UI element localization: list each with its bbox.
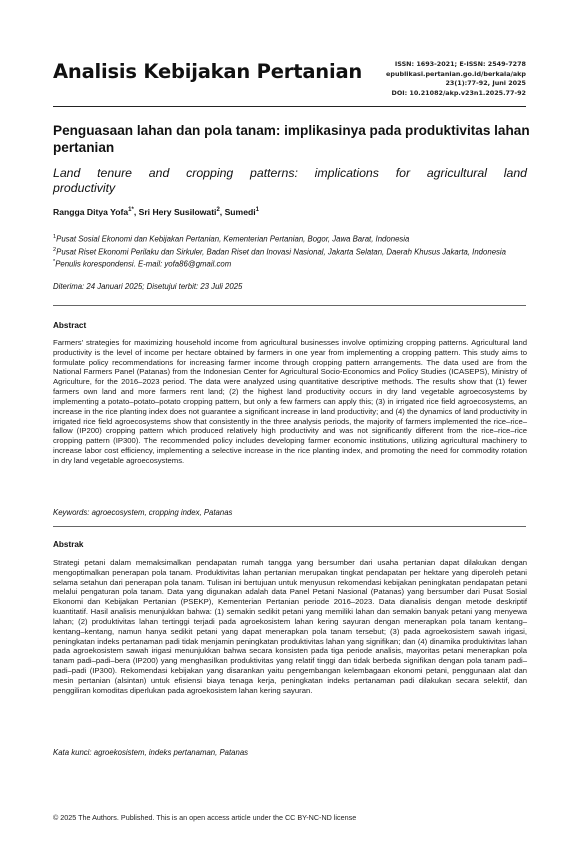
title-en-line-1: Land tenure and cropping patterns: implications for agricultural land	[53, 166, 527, 180]
journal-url[interactable]: epublikasi.pertanian.go.id/berkala/akp	[386, 69, 526, 78]
abstract-keywords: Keywords: agroecosystem, cropping index, Patanas	[53, 508, 233, 517]
issn: ISSN: 1693-2021; E-ISSN: 2549-7278	[394, 60, 526, 68]
affiliation-1: $^1$Pusat Sosial Ekonomi dan Kebijakan Pertanian, Kementerian Pertanian, Bogor, Jawa Barat, Indonesia	[53, 234, 410, 244]
abstract-text: Farmers' strategies for maximizing household income from agricultural businesses involve optimizing cropping patterns. Agricultural land productivity is the level of income per hectare obtained by farmers in one year from implementing a cropping pattern. This study aims to formulate policy recommendations for increasing farmer income through cropping pattern arrangements. The data used are from the National Farmers Panel (Patanas) from the Indonesian Center for Agricultural Socio-Economics and Policy Studies (ICASEPS), Ministry of Agriculture, for the 2016–2023 period. The data were analyzed using quantitative descriptive methods. The results show that (1) fewer farmers own land and more farmers rent land; (2) the highest land productivity occurs in dry land vegetable agroecosystems by implementing a potato–potato–potato cropping pattern, but only a few farmers can apply this; (3) in irrigated rice field agroecosystems, an increase in the rice planting index does not guarantee a significant increase in land productivity; and (4) the dynamics of land productivity in irrigated rice field agroecosystems show that consistently in the three analysis periods, the majority of farmers implemented the rice–rice–fallow (IP200) cropping pattern which produced relatively high productivity and was not significantly different from the rice–rice–rice cropping pattern (IP300). The recommended policy includes developing farmer economic institutions, utilizing agricultural machinery to increase labor cost efficiency, implementing a selective increase in the rice planting index, and promoting the need for commodity rotation in dry land vegetable agroecosystems.	[53, 338, 527, 465]
author-sup: 1	[255, 207, 259, 214]
author-name: Sri Hery Susilowati	[138, 207, 217, 217]
section-rule	[53, 305, 526, 306]
title-en-line-2: productivity	[53, 181, 116, 195]
author-sup: 2	[216, 207, 220, 214]
article-title-english	[53, 166, 527, 196]
volume-pages: 23(1):77-92, Juni 2025	[445, 79, 526, 88]
article-title-indonesian: Penguasaan lahan dan pola tanam: implikasinya pada produktivitas lahan pertanian	[53, 123, 530, 155]
affiliations	[53, 232, 527, 270]
abstrak-text: Strategi petani dalam memaksimalkan pendapatan rumah tangga yang bersumber dari usaha pertanian dapat dilakukan dengan mengoptimalkan penerapan pola tanam. Produktivitas lahan pertanian merupakan tingkat pendapatan per hektare yang diperoleh petani selama setahun dari penerapan pola tanam. Tulisan ini bertujuan untuk menyusun rekomendasi kebijakan peningkatan pendapatan petani melalui pengaturan pola tanam. Data yang digunakan adalah data Panel Petani Nasional (Patanas) yang bersumber dari Pusat Sosial Ekonomi dan Kebijakan Pertanian (PSEKP), Kementerian Pertanian periode 2016–2023. Data dianalisis dengan metode deskriptif kuantitatif. Hasil analisis menunjukkan bahwa: (1) semakin sedikit petani yang memiliki lahan dan semakin banyak petani yang menyewa lahan; (2) produktivitas lahan tertinggi terjadi pada agroekosistem lahan kering sayuran dengan menerapkan pola tanam kentang–kentang–kentang, namun hanya sedikit petani yang dapat menerapkan pola tanam tersebut; (3) pada agroekosistem sawah irigasi, peningkatan indeks pertanaman padi tidak menjamin peningkatan produktivitas lahan yang signifikan; dan (4) dinamika produktivitas lahan pada agroekosistem sawah irigasi menunjukkan bahwa secara konsisten pada tiga periode analisis, mayoritas petani menerapkan pola tanam padi–padi–bera (IP200) yang menghasilkan produktivitas yang relatif tinggi dan tidak berbeda signifikan dengan pola tanam padi–padi–padi (IP300). Rekomendasi kebijakan yang disarankan yaitu pengembangan kelembagaan ekonomi petani, penggunaan alat dan mesin pertanian (alsintan) untuk efisiensi biaya tenaga kerja, peningkatan indeks pertanaman padi dilakukan secara selektif, dan penggiliran komoditas diperlukan pada agroekosistem lahan kering sayuran.	[53, 558, 527, 695]
header-rule	[53, 106, 526, 107]
abstract-heading: Abstract	[53, 321, 87, 330]
author-name: Rangga Ditya Yofa	[53, 207, 129, 217]
abstract-rule	[53, 526, 526, 527]
license-footer: © 2025 The Authors. Published. This is an open access article under the CC BY-NC-ND license	[53, 813, 357, 822]
author-sup: 1*	[128, 207, 134, 214]
author-name: Sumedi	[224, 207, 256, 217]
author-list: Rangga Ditya Yofa$^{1*}$, Sri Hery Susilowati$^2$, Sumedi$^1$	[53, 207, 259, 217]
abstrak-keywords: Kata kunci: agroekosistem, indeks pertanaman, Patanas	[53, 748, 249, 757]
journal-title: Analisis Kebijakan Pertanian	[53, 60, 363, 83]
corresponding-author: *Penulis korespondensi. E-mail: yofa86@gmail.com	[53, 259, 232, 269]
affiliation-2: $^2$Pusat Riset Ekonomi Perilaku dan Sirkuler, Badan Riset dan Inovasi Nasional, Jakarta Selatan, Daerah Khusus Jakarta, Indonesia	[53, 246, 506, 257]
journal-meta	[336, 60, 526, 98]
doi[interactable]: DOI: 10.21082/akp.v23n1.2025.77-92	[391, 88, 526, 97]
abstrak-heading: Abstrak	[53, 540, 84, 549]
received-accepted-dates: Diterima: 24 Januari 2025; Disetujui terbit: 23 Juli 2025	[53, 282, 243, 291]
